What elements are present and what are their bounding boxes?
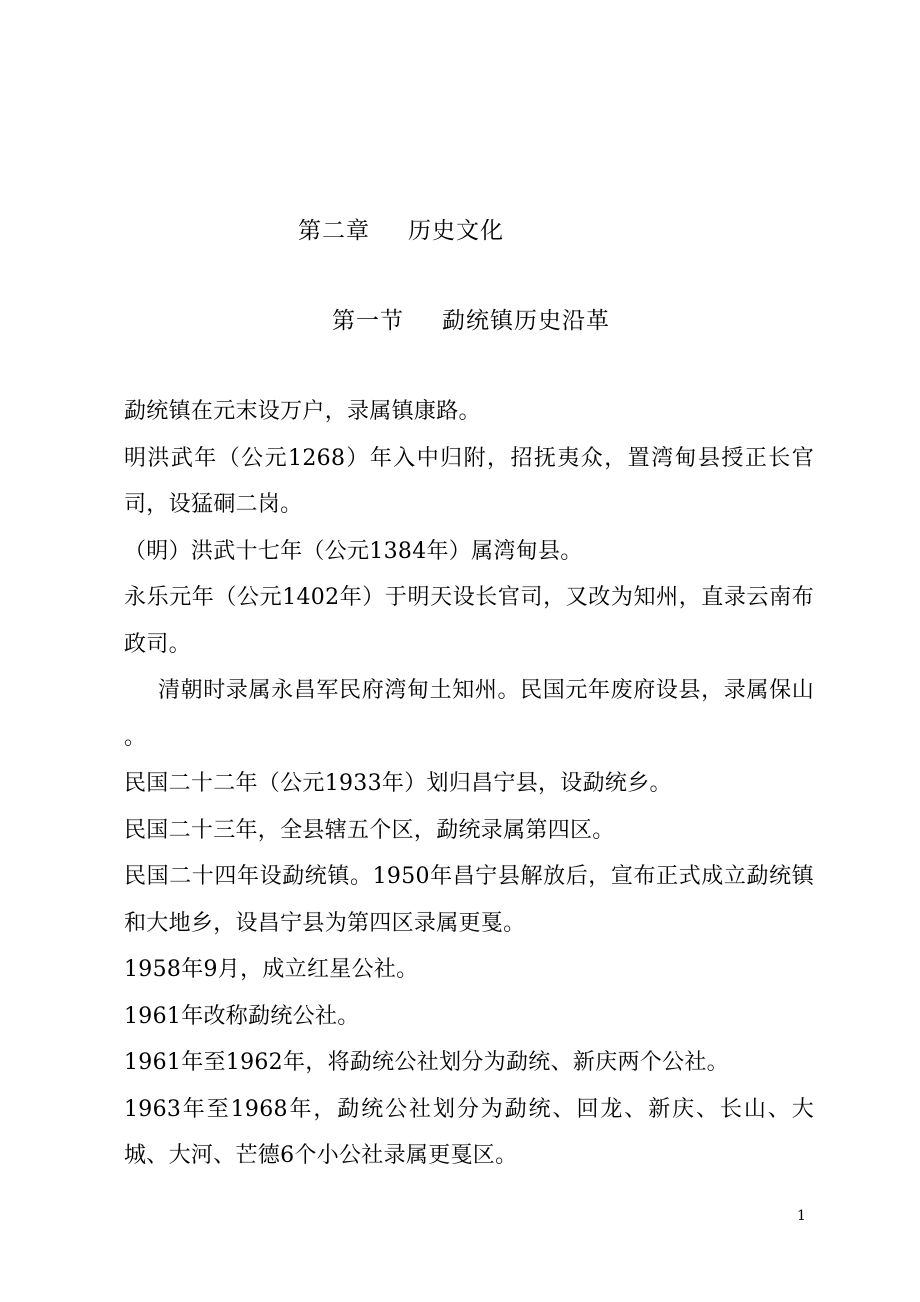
paragraph: 明洪武年（公元1268）年入中归附，招抚夷众，置湾甸县授正长官司，设猛硐二岗。 [124,445,814,517]
paragraph: 1963年至1968年，勐统公社划分为勐统、回龙、新庆、长山、大城、大河、芒德6个小公社录属更戛区。 [124,1096,814,1168]
paragraph: 1958年9月，成立红星公社。 [124,957,419,982]
section-number: 第一节 [332,308,404,334]
paragraph: 民国二十四年设勐统镇。1950年昌宁县解放后，宣布正式成立勐统镇和大地乡，设昌宁县为第四区录属更戛。 [124,864,814,936]
paragraph: 清朝时录属永昌军民府湾甸土知州。民国元年废府设县，录属保山 。 [124,678,814,750]
chapter-title [298,212,504,245]
chapter-name: 历史文化 [408,218,504,244]
paragraph: 勐统镇在元末设万户，录属镇康路。 [124,399,481,424]
chapter-number: 第二章 [298,218,370,244]
body-text [124,389,814,1180]
paragraph: 1961年至1962年，将勐统公社划分为勐统、新庆两个公社。 [124,1050,729,1075]
section-title [332,302,610,335]
paragraph: 1961年改称勐统公社。 [124,1003,360,1029]
paragraph: （明）洪武十七年（公元1384年）属湾甸县。 [124,538,583,564]
paragraph: 民国二十二年（公元1933年）划归昌宁县，设勐统乡。 [124,771,672,796]
section-name: 勐统镇历史沿革 [442,308,610,334]
page-number: 1 [797,1208,806,1224]
paragraph: 民国二十三年，全县辖五个区，勐统录属第四区。 [124,817,615,843]
paragraph: 永乐元年（公元1402年）于明天设长官司，又改为知州，直录云南布政司。 [124,585,814,657]
